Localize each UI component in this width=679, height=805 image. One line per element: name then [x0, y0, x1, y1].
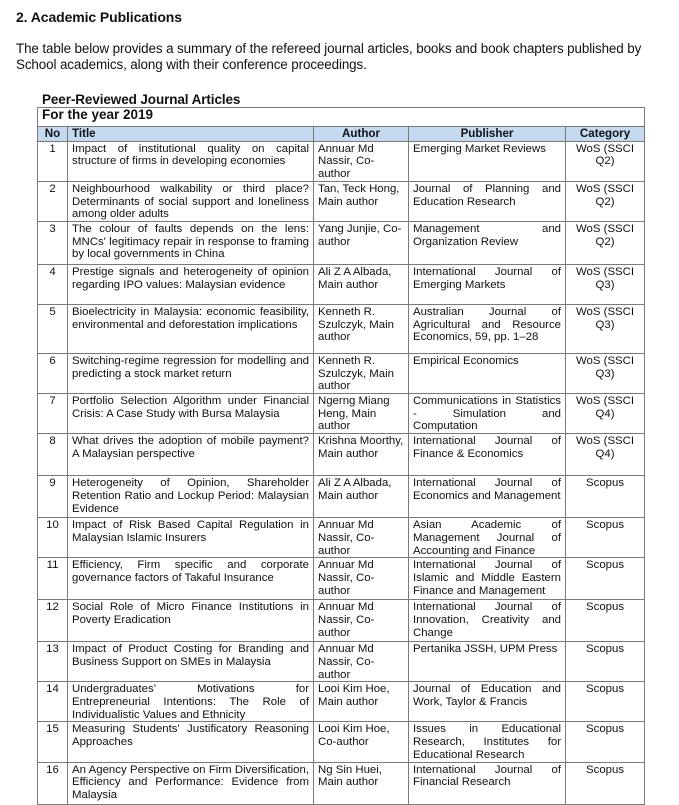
row-publisher: Pertanika JSSH, UPM Press	[409, 642, 566, 682]
row-title: Portfolio Selection Algorithm under Financial Crisis: A Case Study with Bursa Malaysia	[68, 394, 314, 434]
row-number: 8	[38, 434, 68, 476]
row-title: Heterogeneity of Opinion, Shareholder Retention Ratio and Lockup Period: Malaysian Evidence	[68, 476, 314, 518]
column-header-author: Author	[314, 127, 409, 142]
intro-paragraph: The table below provides a summary of the refereed journal articles, books and book chapters published by School academics, along with their conference proceedings.	[16, 41, 642, 72]
row-author: Ng Sin Huei, Main author	[314, 762, 409, 804]
column-header-publisher: Publisher	[409, 127, 566, 142]
row-publisher: International Journal of Finance & Economics	[409, 434, 566, 476]
row-number: 2	[38, 181, 68, 221]
row-author: Annuar Md Nassir, Co-author	[314, 141, 409, 181]
row-number: 13	[38, 642, 68, 682]
table-row	[38, 476, 645, 518]
row-category: Scopus	[566, 600, 645, 642]
row-category: Scopus	[566, 476, 645, 518]
publications-table	[37, 107, 645, 805]
row-category: Scopus	[566, 518, 645, 558]
row-author: Krishna Moorthy, Main author	[314, 434, 409, 476]
row-publisher: Communications in Statistics - Simulation and Computation	[409, 394, 566, 434]
row-title: Measuring Students' Justificatory Reasoning Approaches	[68, 722, 314, 762]
row-number: 10	[38, 518, 68, 558]
row-number: 6	[38, 353, 68, 393]
row-category: WoS (SSCI Q4)	[566, 434, 645, 476]
row-publisher: International Journal of Innovation, Creativity and Change	[409, 600, 566, 642]
table-row	[38, 600, 645, 642]
row-category: WoS (SSCI Q3)	[566, 353, 645, 393]
row-author: Ali Z A Albada, Main author	[314, 264, 409, 304]
row-publisher: Empirical Economics	[409, 353, 566, 393]
row-number: 14	[38, 682, 68, 722]
table-row	[38, 558, 645, 600]
row-author: Looi Kim Hoe, Main author	[314, 682, 409, 722]
column-header-category: Category	[566, 127, 645, 142]
table-caption: Peer-Reviewed Journal Articles	[42, 92, 241, 107]
table-row	[38, 434, 645, 476]
row-author: Annuar Md Nassir, Co-author	[314, 642, 409, 682]
row-number: 4	[38, 264, 68, 304]
row-number: 3	[38, 221, 68, 264]
row-title: Prestige signals and heterogeneity of opinion regarding IPO values: Malaysian evidence	[68, 264, 314, 304]
row-title: Bioelectricity in Malaysia: economic feasibility, environmental and deforestation implications	[68, 304, 314, 353]
row-number: 1	[38, 141, 68, 181]
row-title: An Agency Perspective on Firm Diversification, Efficiency and Performance: Evidence from Malaysia	[68, 762, 314, 804]
row-title: What drives the adoption of mobile payment? A Malaysian perspective	[68, 434, 314, 476]
row-author: Ngerng Miang Heng, Main author	[314, 394, 409, 434]
row-publisher: Journal of Education and Work, Taylor & Francis	[409, 682, 566, 722]
row-category: Scopus	[566, 722, 645, 762]
row-category: WoS (SSCI Q2)	[566, 221, 645, 264]
table-row	[38, 722, 645, 762]
row-number: 11	[38, 558, 68, 600]
row-author: Yang Junjie, Co-author	[314, 221, 409, 264]
row-category: Scopus	[566, 682, 645, 722]
row-category: WoS (SSCI Q3)	[566, 304, 645, 353]
row-publisher: International Journal of Financial Research	[409, 762, 566, 804]
row-author: Annuar Md Nassir, Co-author	[314, 558, 409, 600]
row-author: Annuar Md Nassir, Co-author	[314, 600, 409, 642]
row-publisher: Journal of Planning and Education Research	[409, 181, 566, 221]
row-category: WoS (SSCI Q2)	[566, 181, 645, 221]
row-publisher: Emerging Market Reviews	[409, 141, 566, 181]
row-title: Efficiency, Firm specific and corporate governance factors of Takaful Insurance	[68, 558, 314, 600]
row-publisher: International Journal of Emerging Markets	[409, 264, 566, 304]
year-row	[38, 108, 645, 127]
row-category: WoS (SSCI Q3)	[566, 264, 645, 304]
table-row	[38, 394, 645, 434]
table-row	[38, 518, 645, 558]
table-row	[38, 264, 645, 304]
row-number: 5	[38, 304, 68, 353]
row-title: Impact of institutional quality on capital structure of firms in developing economies	[68, 141, 314, 181]
table-row	[38, 221, 645, 264]
row-number: 16	[38, 762, 68, 804]
row-author: Tan, Teck Hong, Main author	[314, 181, 409, 221]
row-author: Kenneth R. Szulczyk, Main author	[314, 353, 409, 393]
row-category: Scopus	[566, 642, 645, 682]
table-row	[38, 304, 645, 353]
row-publisher: Australian Journal of Agricultural and Resource Economics, 59, pp. 1–28	[409, 304, 566, 353]
column-header-no: No	[38, 127, 68, 142]
row-title: Undergraduates’ Motivations for Entrepreneurial Intentions: The Role of Individualistic Values and Ethnicity	[68, 682, 314, 722]
row-title: Switching-regime regression for modelling and predicting a stock market return	[68, 353, 314, 393]
table-row	[38, 642, 645, 682]
row-author: Kenneth R. Szulczyk, Main author	[314, 304, 409, 353]
column-header-title: Title	[68, 127, 314, 142]
row-number: 15	[38, 722, 68, 762]
row-title: Impact of Risk Based Capital Regulation in Malaysian Islamic Insurers	[68, 518, 314, 558]
row-title: The colour of faults depends on the lens: MNCs' legitimacy repair in response to framing by local governments in China	[68, 221, 314, 264]
row-publisher: Management and Organization Review	[409, 221, 566, 264]
table-row	[38, 353, 645, 393]
row-title: Impact of Product Costing for Branding and Business Support on SMEs in Malaysia	[68, 642, 314, 682]
column-header-row	[38, 127, 645, 142]
row-category: WoS (SSCI Q4)	[566, 394, 645, 434]
row-category: Scopus	[566, 558, 645, 600]
section-heading: 2. Academic Publications	[16, 9, 182, 25]
row-author: Annuar Md Nassir, Co-author	[314, 518, 409, 558]
row-author: Ali Z A Albada, Main author	[314, 476, 409, 518]
row-author: Looi Kim Hoe, Co-author	[314, 722, 409, 762]
row-title: Social Role of Micro Finance Institutions in Poverty Eradication	[68, 600, 314, 642]
row-publisher: Issues in Educational Research, Institutes for Educational Research	[409, 722, 566, 762]
row-number: 7	[38, 394, 68, 434]
table-row	[38, 141, 645, 181]
row-title: Neighbourhood walkability or third place? Determinants of social support and loneliness among older adults	[68, 181, 314, 221]
row-category: Scopus	[566, 762, 645, 804]
row-publisher: International Journal of Economics and Management	[409, 476, 566, 518]
row-number: 9	[38, 476, 68, 518]
row-category: WoS (SSCI Q2)	[566, 141, 645, 181]
row-number: 12	[38, 600, 68, 642]
table-row	[38, 181, 645, 221]
table-row	[38, 682, 645, 722]
year-label: For the year 2019	[38, 108, 645, 127]
row-publisher: Asian Academic of Management Journal of Accounting and Finance	[409, 518, 566, 558]
row-publisher: International Journal of Islamic and Middle Eastern Finance and Management	[409, 558, 566, 600]
